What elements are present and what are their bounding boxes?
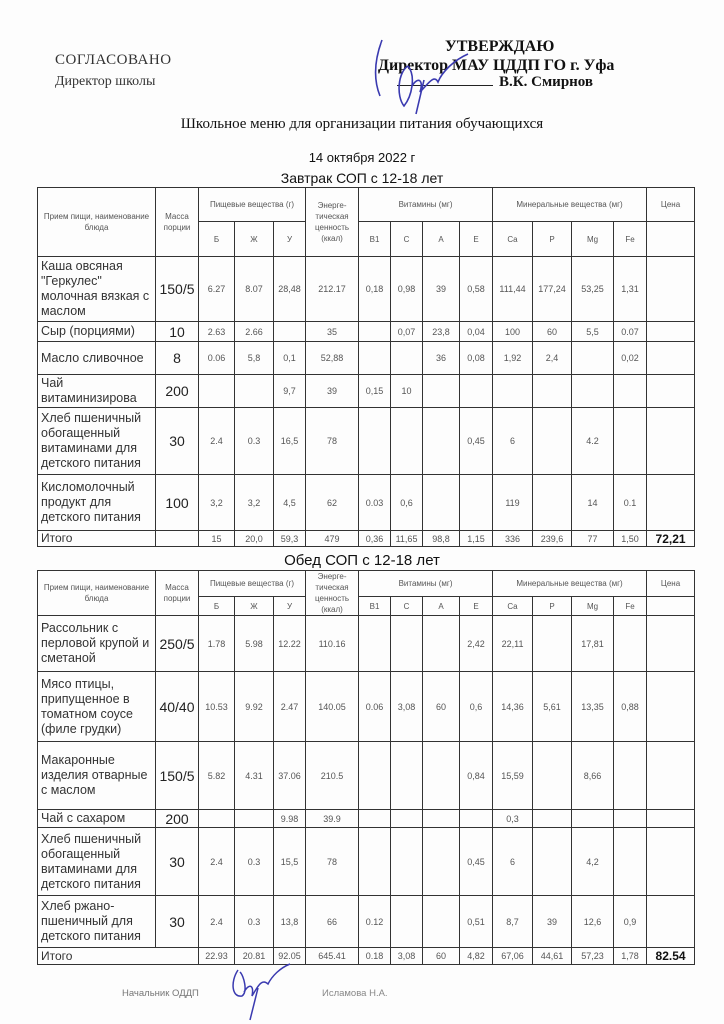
cell-e: 0,84 [460, 742, 493, 810]
col-nutrients: Пищевые вещества (г) [199, 188, 306, 222]
cell-p: 2,4 [533, 342, 572, 375]
col-vitamins: Витамины (мг) [359, 571, 493, 597]
cell-b1: 0.06 [359, 672, 391, 742]
cell-c [391, 408, 423, 475]
lunch-title: Обед СОП с 12-18 лет [284, 552, 440, 569]
document-date: 14 октября 2022 г [308, 150, 416, 165]
total-energy: 479 [306, 531, 359, 547]
cell-energy: 39.9 [306, 810, 359, 828]
cell-u: 4,5 [274, 475, 306, 531]
header-row [38, 188, 695, 222]
cell-b: 2.4 [199, 896, 235, 948]
cell-p [533, 810, 572, 828]
cell-fe [614, 828, 647, 896]
table-row [38, 322, 695, 342]
cell-price [647, 475, 695, 531]
cell-b: 1.78 [199, 616, 235, 672]
col-energy: Энерге-тическая ценность (ккал) [306, 188, 359, 257]
col-price-empty [647, 597, 695, 616]
cell-e [460, 475, 493, 531]
col-u: У [274, 222, 306, 257]
cell-mg [572, 342, 614, 375]
cell-c: 3,08 [391, 672, 423, 742]
cell-a [423, 896, 460, 948]
col-minerals: Минеральные вещества (мг) [493, 571, 647, 597]
cell-zh [235, 810, 274, 828]
col-nutrients: Пищевые вещества (г) [199, 571, 306, 597]
cell-e: 0,58 [460, 257, 493, 322]
cell-fe: 0,02 [614, 342, 647, 375]
total-ca: 67,06 [493, 948, 533, 965]
cell-a [423, 616, 460, 672]
cell-u: 9.98 [274, 810, 306, 828]
cell-fe [614, 810, 647, 828]
total-row [38, 531, 695, 547]
cell-price [647, 672, 695, 742]
total-row [38, 948, 695, 965]
cell-mg: 12,6 [572, 896, 614, 948]
col-b1: В1 [359, 222, 391, 257]
total-b1: 0.18 [359, 948, 391, 965]
cell-energy: 210.5 [306, 742, 359, 810]
table-row [38, 257, 695, 322]
dish-name: Каша овсяная "Геркулес" молочная вязкая с маслом [38, 257, 156, 322]
cell-b1 [359, 322, 391, 342]
cell-energy: 35 [306, 322, 359, 342]
dish-mass: 30 [156, 408, 199, 475]
col-p: P [533, 222, 572, 257]
total-u: 92.05 [274, 948, 306, 965]
cell-zh: 0.3 [235, 408, 274, 475]
cell-e: 0,45 [460, 828, 493, 896]
cell-ca: 6 [493, 408, 533, 475]
cell-energy: 66 [306, 896, 359, 948]
cell-e: 0,45 [460, 408, 493, 475]
total-fe: 1,50 [614, 531, 647, 547]
cell-e [460, 375, 493, 408]
header-row [38, 571, 695, 597]
cell-zh: 3,2 [235, 475, 274, 531]
cell-a: 23,8 [423, 322, 460, 342]
total-label: Итого [38, 531, 156, 547]
cell-a [423, 408, 460, 475]
cell-p [533, 742, 572, 810]
cell-b: 2.4 [199, 828, 235, 896]
col-mg: Mg [572, 597, 614, 616]
cell-b1: 0.12 [359, 896, 391, 948]
dish-mass: 30 [156, 828, 199, 896]
cell-p: 39 [533, 896, 572, 948]
col-b1: В1 [359, 597, 391, 616]
table-row [38, 475, 695, 531]
approver-name: В.К. Смирнов [499, 74, 594, 90]
cell-mg [572, 810, 614, 828]
cell-u: 12.22 [274, 616, 306, 672]
cell-mg: 13,35 [572, 672, 614, 742]
cell-mg: 4.2 [572, 408, 614, 475]
total-mass [156, 531, 199, 547]
cell-energy: 110.16 [306, 616, 359, 672]
cell-a: 39 [423, 257, 460, 322]
cell-u: 15,5 [274, 828, 306, 896]
table-row [38, 742, 695, 810]
cell-price [647, 322, 695, 342]
cell-p [533, 375, 572, 408]
cell-ca: 8,7 [493, 896, 533, 948]
cell-e: 0,04 [460, 322, 493, 342]
cell-price [647, 408, 695, 475]
approve-signature-line [397, 74, 627, 91]
agreed-heading: СОГЛАСОВАНО [55, 52, 172, 68]
cell-p: 60 [533, 322, 572, 342]
cell-fe: 0.1 [614, 475, 647, 531]
cell-energy: 39 [306, 375, 359, 408]
cell-a [423, 742, 460, 810]
cell-b: 0.06 [199, 342, 235, 375]
cell-u: 13,8 [274, 896, 306, 948]
total-p: 239,6 [533, 531, 572, 547]
total-a: 60 [423, 948, 460, 965]
total-c: 3,08 [391, 948, 423, 965]
cell-c: 0,98 [391, 257, 423, 322]
cell-zh: 5.98 [235, 616, 274, 672]
cell-e [460, 810, 493, 828]
dish-mass: 150/5 [156, 257, 199, 322]
cell-zh: 9.92 [235, 672, 274, 742]
cell-ca: 1,92 [493, 342, 533, 375]
col-minerals: Минеральные вещества (мг) [493, 188, 647, 222]
col-zh: Ж [235, 597, 274, 616]
total-e: 1,15 [460, 531, 493, 547]
cell-u: 0,1 [274, 342, 306, 375]
cell-b: 2.4 [199, 408, 235, 475]
cell-ca: 6 [493, 828, 533, 896]
cell-fe [614, 742, 647, 810]
total-zh: 20.81 [235, 948, 274, 965]
total-price: 72,21 [647, 531, 695, 547]
cell-mg: 5,5 [572, 322, 614, 342]
cell-fe [614, 375, 647, 408]
col-a: А [423, 597, 460, 616]
cell-b: 2.63 [199, 322, 235, 342]
dish-mass: 40/40 [156, 672, 199, 742]
col-ca: Ca [493, 597, 533, 616]
table-row [38, 896, 695, 948]
col-fe: Fe [614, 222, 647, 257]
cell-b [199, 810, 235, 828]
cell-ca: 0,3 [493, 810, 533, 828]
col-e: Е [460, 222, 493, 257]
footer-name: Исламова Н.А. [322, 988, 388, 999]
document-title: Школьное меню для организации питания обучающихся [180, 116, 544, 132]
cell-mg: 8,66 [572, 742, 614, 810]
cell-energy: 140.05 [306, 672, 359, 742]
cell-zh: 0.3 [235, 828, 274, 896]
breakfast-title: Завтрак СОП с 12-18 лет [280, 170, 444, 186]
dish-mass: 200 [156, 375, 199, 408]
dish-name: Хлеб пшеничный обогащенный витаминами для детского питания [38, 408, 156, 475]
cell-b: 3,2 [199, 475, 235, 531]
cell-energy: 62 [306, 475, 359, 531]
cell-u: 28,48 [274, 257, 306, 322]
total-b1: 0,36 [359, 531, 391, 547]
cell-mg [572, 375, 614, 408]
total-zh: 20,0 [235, 531, 274, 547]
breakfast-table [37, 187, 695, 547]
footer-signature-icon [228, 962, 298, 1022]
total-b: 15 [199, 531, 235, 547]
cell-a: 60 [423, 672, 460, 742]
col-energy: Энерге-тическая ценность (ккал) [306, 571, 359, 616]
cell-zh: 4.31 [235, 742, 274, 810]
cell-p: 177,24 [533, 257, 572, 322]
dish-name: Хлеб ржано-пшеничный для детского питания [38, 896, 156, 948]
cell-price [647, 257, 695, 322]
table-row [38, 342, 695, 375]
col-e: Е [460, 597, 493, 616]
cell-fe: 0.07 [614, 322, 647, 342]
col-c: С [391, 222, 423, 257]
cell-c [391, 342, 423, 375]
col-mass: Масса порции [156, 571, 199, 616]
cell-e: 2,42 [460, 616, 493, 672]
dish-mass: 30 [156, 896, 199, 948]
dish-name: Чай с сахаром [38, 810, 156, 828]
cell-p [533, 828, 572, 896]
cell-u [274, 322, 306, 342]
cell-zh: 5,8 [235, 342, 274, 375]
cell-b1 [359, 810, 391, 828]
col-b: Б [199, 222, 235, 257]
cell-b1 [359, 742, 391, 810]
col-p: P [533, 597, 572, 616]
cell-mg: 17,81 [572, 616, 614, 672]
dish-name: Рассольник с перловой крупой и сметаной [38, 616, 156, 672]
col-price: Цена [647, 188, 695, 222]
dish-mass: 200 [156, 810, 199, 828]
dish-mass: 10 [156, 322, 199, 342]
total-fe: 1,78 [614, 948, 647, 965]
cell-b1 [359, 408, 391, 475]
cell-energy: 78 [306, 408, 359, 475]
footer-role: Начальник ОДДП [122, 988, 199, 999]
col-price: Цена [647, 571, 695, 597]
cell-b1: 0,18 [359, 257, 391, 322]
cell-u: 37.06 [274, 742, 306, 810]
lunch-table [37, 570, 695, 965]
dish-name: Сыр (порциями) [38, 322, 156, 342]
dish-name: Макаронные изделия отварные с маслом [38, 742, 156, 810]
cell-c: 10 [391, 375, 423, 408]
dish-mass: 8 [156, 342, 199, 375]
total-mg: 77 [572, 531, 614, 547]
col-mg: Mg [572, 222, 614, 257]
cell-a [423, 375, 460, 408]
col-ca: Ca [493, 222, 533, 257]
cell-p [533, 408, 572, 475]
dish-name: Масло сливочное [38, 342, 156, 375]
cell-b1 [359, 616, 391, 672]
total-label: Итого [38, 948, 199, 965]
agreed-role: Директор школы [55, 74, 156, 89]
cell-mg: 4,2 [572, 828, 614, 896]
total-b: 22.93 [199, 948, 235, 965]
col-name: Прием пищи, наименование блюда [38, 188, 156, 257]
cell-energy: 78 [306, 828, 359, 896]
approve-heading: УТВЕРЖДАЮ [445, 38, 555, 55]
col-mass: Масса порции [156, 188, 199, 257]
cell-ca: 119 [493, 475, 533, 531]
cell-u: 9,7 [274, 375, 306, 408]
cell-c: 0,07 [391, 322, 423, 342]
table-row [38, 408, 695, 475]
dish-mass: 150/5 [156, 742, 199, 810]
cell-energy: 52,88 [306, 342, 359, 375]
col-fe: Fe [614, 597, 647, 616]
cell-c [391, 742, 423, 810]
dish-mass: 100 [156, 475, 199, 531]
cell-mg: 53,25 [572, 257, 614, 322]
cell-price [647, 828, 695, 896]
cell-ca: 100 [493, 322, 533, 342]
cell-c [391, 828, 423, 896]
total-ca: 336 [493, 531, 533, 547]
cell-u: 2.47 [274, 672, 306, 742]
approve-role: Директор МАУ ЦДДП ГО г. Уфа [378, 57, 615, 74]
cell-a: 36 [423, 342, 460, 375]
cell-e: 0,08 [460, 342, 493, 375]
table-row [38, 672, 695, 742]
cell-ca: 14,36 [493, 672, 533, 742]
signature-underline [397, 85, 493, 86]
cell-zh: 8.07 [235, 257, 274, 322]
col-c: С [391, 597, 423, 616]
col-vitamins: Витамины (мг) [359, 188, 493, 222]
total-c: 11,65 [391, 531, 423, 547]
table-row [38, 616, 695, 672]
col-name: Прием пищи, наименование блюда [38, 571, 156, 616]
col-zh: Ж [235, 222, 274, 257]
cell-c [391, 896, 423, 948]
cell-fe [614, 408, 647, 475]
col-a: А [423, 222, 460, 257]
dish-name: Кисломолочный продукт для детского питания [38, 475, 156, 531]
dish-mass: 250/5 [156, 616, 199, 672]
cell-a [423, 810, 460, 828]
dish-name: Мясо птицы, припущенное в томатном соусе (филе грудки) [38, 672, 156, 742]
cell-price [647, 342, 695, 375]
cell-ca: 111,44 [493, 257, 533, 322]
cell-fe: 0,9 [614, 896, 647, 948]
cell-b1: 0.03 [359, 475, 391, 531]
total-e: 4,82 [460, 948, 493, 965]
cell-b1 [359, 342, 391, 375]
cell-price [647, 810, 695, 828]
cell-p [533, 475, 572, 531]
cell-e: 0,6 [460, 672, 493, 742]
cell-zh [235, 375, 274, 408]
cell-zh: 2.66 [235, 322, 274, 342]
cell-b: 6.27 [199, 257, 235, 322]
cell-c [391, 616, 423, 672]
total-p: 44,61 [533, 948, 572, 965]
col-price-empty [647, 222, 695, 257]
table-row [38, 375, 695, 408]
col-u: У [274, 597, 306, 616]
cell-ca [493, 375, 533, 408]
cell-fe: 1,31 [614, 257, 647, 322]
table-row [38, 828, 695, 896]
dish-name: Чай витаминизирова [38, 375, 156, 408]
dish-name: Хлеб пшеничный обогащенный витаминами для детского питания [38, 828, 156, 896]
cell-c: 0,6 [391, 475, 423, 531]
cell-mg: 14 [572, 475, 614, 531]
cell-u: 16,5 [274, 408, 306, 475]
cell-p: 5,61 [533, 672, 572, 742]
cell-e: 0,51 [460, 896, 493, 948]
cell-price [647, 742, 695, 810]
cell-fe [614, 616, 647, 672]
col-b: Б [199, 597, 235, 616]
cell-zh: 0.3 [235, 896, 274, 948]
cell-a [423, 475, 460, 531]
cell-price [647, 375, 695, 408]
cell-b [199, 375, 235, 408]
cell-ca: 15,59 [493, 742, 533, 810]
cell-b1: 0,15 [359, 375, 391, 408]
total-u: 59,3 [274, 531, 306, 547]
cell-price [647, 896, 695, 948]
cell-fe: 0,88 [614, 672, 647, 742]
total-price: 82.54 [647, 948, 695, 965]
cell-b1 [359, 828, 391, 896]
total-energy: 645.41 [306, 948, 359, 965]
table-row [38, 810, 695, 828]
cell-c [391, 810, 423, 828]
cell-b: 10.53 [199, 672, 235, 742]
cell-energy: 212.17 [306, 257, 359, 322]
cell-p [533, 616, 572, 672]
cell-b: 5.82 [199, 742, 235, 810]
total-a: 98,8 [423, 531, 460, 547]
total-mg: 57,23 [572, 948, 614, 965]
cell-price [647, 616, 695, 672]
cell-ca: 22,11 [493, 616, 533, 672]
cell-a [423, 828, 460, 896]
